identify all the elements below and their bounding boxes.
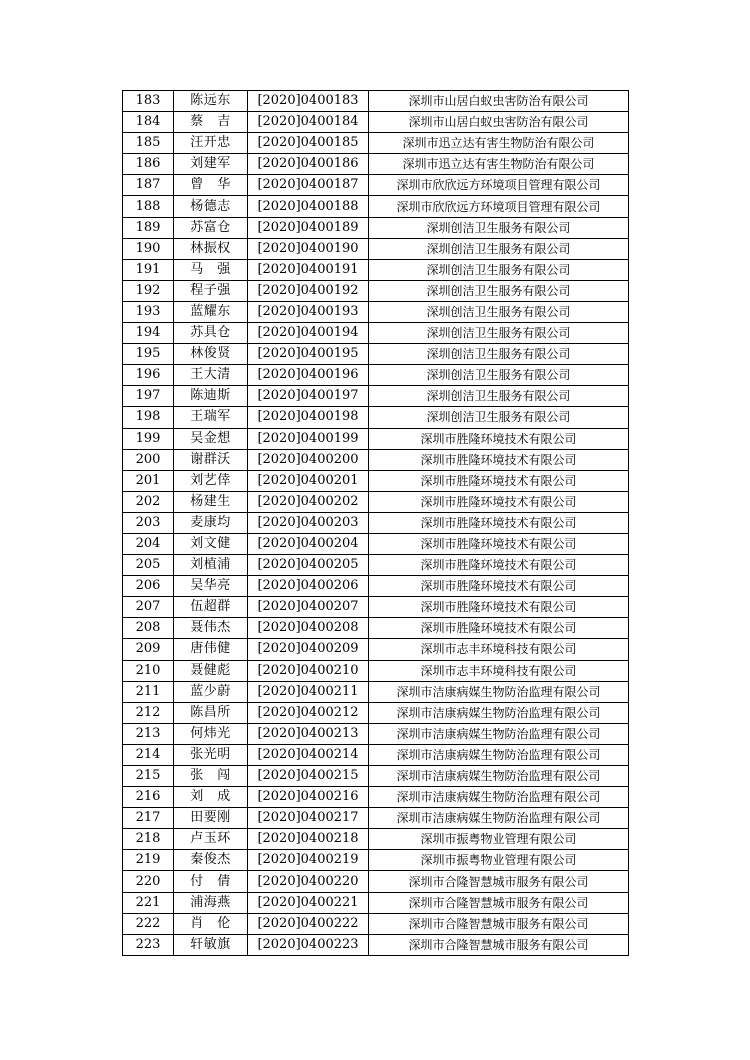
row-number-cell: 207 <box>123 597 174 618</box>
person-name-cell: 蔡 吉 <box>174 112 248 133</box>
table-row <box>123 512 629 533</box>
row-number-cell: 210 <box>123 660 174 681</box>
person-name-cell: 唐伟健 <box>174 639 248 660</box>
person-name-cell: 陈远东 <box>174 91 248 112</box>
company-name-cell: 深圳市胜隆环境技术有限公司 <box>369 576 629 597</box>
table-row <box>123 660 629 681</box>
certificate-number-cell: [2020]0400212 <box>248 702 369 723</box>
certificate-number-cell: [2020]0400223 <box>248 934 369 955</box>
row-number-cell: 193 <box>123 301 174 322</box>
certificate-number-cell: [2020]0400204 <box>248 533 369 554</box>
company-name-cell: 深圳市振粤物业管理有限公司 <box>369 829 629 850</box>
table-row <box>123 175 629 196</box>
row-number-cell: 202 <box>123 491 174 512</box>
certificate-number-cell: [2020]0400211 <box>248 681 369 702</box>
table-row <box>123 491 629 512</box>
company-name-cell: 深圳创洁卫生服务有限公司 <box>369 407 629 428</box>
certificate-number-cell: [2020]0400183 <box>248 91 369 112</box>
certificate-number-cell: [2020]0400218 <box>248 829 369 850</box>
certificate-number-cell: [2020]0400214 <box>248 744 369 765</box>
table-row <box>123 449 629 470</box>
person-name-cell: 何炜光 <box>174 723 248 744</box>
row-number-cell: 205 <box>123 555 174 576</box>
certificate-number-cell: [2020]0400215 <box>248 766 369 787</box>
row-number-cell: 196 <box>123 365 174 386</box>
certificate-number-cell: [2020]0400192 <box>248 280 369 301</box>
certificate-number-cell: [2020]0400190 <box>248 238 369 259</box>
company-name-cell: 深圳市胜隆环境技术有限公司 <box>369 512 629 533</box>
table-row <box>123 787 629 808</box>
person-name-cell: 苏具仓 <box>174 323 248 344</box>
row-number-cell: 185 <box>123 133 174 154</box>
company-name-cell: 深圳创洁卫生服务有限公司 <box>369 301 629 322</box>
row-number-cell: 223 <box>123 934 174 955</box>
row-number-cell: 186 <box>123 154 174 175</box>
certificate-number-cell: [2020]0400207 <box>248 597 369 618</box>
table-row <box>123 618 629 639</box>
person-name-cell: 麦康均 <box>174 512 248 533</box>
company-name-cell: 深圳市洁康病媒生物防治监理有限公司 <box>369 808 629 829</box>
company-name-cell: 深圳市迅立达有害生物防治有限公司 <box>369 133 629 154</box>
table-row <box>123 808 629 829</box>
row-number-cell: 222 <box>123 913 174 934</box>
person-name-cell: 林振权 <box>174 238 248 259</box>
company-name-cell: 深圳创洁卫生服务有限公司 <box>369 365 629 386</box>
table-row <box>123 892 629 913</box>
company-name-cell: 深圳创洁卫生服务有限公司 <box>369 259 629 280</box>
row-number-cell: 213 <box>123 723 174 744</box>
company-name-cell: 深圳创洁卫生服务有限公司 <box>369 217 629 238</box>
company-name-cell: 深圳市欣欣远方环境项目管理有限公司 <box>369 175 629 196</box>
person-name-cell: 杨德志 <box>174 196 248 217</box>
row-number-cell: 197 <box>123 386 174 407</box>
row-number-cell: 211 <box>123 681 174 702</box>
table-row <box>123 344 629 365</box>
row-number-cell: 195 <box>123 344 174 365</box>
row-number-cell: 208 <box>123 618 174 639</box>
certificate-number-cell: [2020]0400205 <box>248 555 369 576</box>
company-name-cell: 深圳市合隆智慧城市服务有限公司 <box>369 934 629 955</box>
company-name-cell: 深圳市合隆智慧城市服务有限公司 <box>369 871 629 892</box>
person-name-cell: 吴华亮 <box>174 576 248 597</box>
certificate-number-cell: [2020]0400217 <box>248 808 369 829</box>
certificate-number-cell: [2020]0400203 <box>248 512 369 533</box>
certificate-number-cell: [2020]0400189 <box>248 217 369 238</box>
table-row <box>123 112 629 133</box>
person-name-cell: 刘 成 <box>174 787 248 808</box>
company-name-cell: 深圳市山居白蚁虫害防治有限公司 <box>369 91 629 112</box>
certificate-number-cell: [2020]0400206 <box>248 576 369 597</box>
company-name-cell: 深圳市志丰环境科技有限公司 <box>369 639 629 660</box>
row-number-cell: 221 <box>123 892 174 913</box>
table-row <box>123 871 629 892</box>
certificate-number-cell: [2020]0400216 <box>248 787 369 808</box>
row-number-cell: 187 <box>123 175 174 196</box>
person-name-cell: 伍超群 <box>174 597 248 618</box>
certificate-number-cell: [2020]0400185 <box>248 133 369 154</box>
table-row <box>123 829 629 850</box>
row-number-cell: 191 <box>123 259 174 280</box>
company-name-cell: 深圳市胜隆环境技术有限公司 <box>369 491 629 512</box>
person-name-cell: 刘艺倖 <box>174 470 248 491</box>
row-number-cell: 218 <box>123 829 174 850</box>
company-name-cell: 深圳创洁卫生服务有限公司 <box>369 344 629 365</box>
row-number-cell: 206 <box>123 576 174 597</box>
certificate-number-cell: [2020]0400184 <box>248 112 369 133</box>
company-name-cell: 深圳市胜隆环境技术有限公司 <box>369 470 629 491</box>
person-name-cell: 王瑞军 <box>174 407 248 428</box>
table-row <box>123 723 629 744</box>
company-name-cell: 深圳市志丰环境科技有限公司 <box>369 660 629 681</box>
certificate-number-cell: [2020]0400198 <box>248 407 369 428</box>
person-name-cell: 谢群沃 <box>174 449 248 470</box>
row-number-cell: 200 <box>123 449 174 470</box>
company-name-cell: 深圳创洁卫生服务有限公司 <box>369 386 629 407</box>
table-row <box>123 744 629 765</box>
person-name-cell: 苏富仓 <box>174 217 248 238</box>
table-row <box>123 280 629 301</box>
certificate-number-cell: [2020]0400186 <box>248 154 369 175</box>
company-name-cell: 深圳市合隆智慧城市服务有限公司 <box>369 913 629 934</box>
company-name-cell: 深圳市胜隆环境技术有限公司 <box>369 449 629 470</box>
table-row <box>123 681 629 702</box>
company-name-cell: 深圳市合隆智慧城市服务有限公司 <box>369 892 629 913</box>
person-name-cell: 蓝耀东 <box>174 301 248 322</box>
table-row <box>123 576 629 597</box>
company-name-cell: 深圳市胜隆环境技术有限公司 <box>369 428 629 449</box>
certificate-number-cell: [2020]0400213 <box>248 723 369 744</box>
row-number-cell: 216 <box>123 787 174 808</box>
company-name-cell: 深圳市洁康病媒生物防治监理有限公司 <box>369 766 629 787</box>
table-row <box>123 259 629 280</box>
table-row <box>123 702 629 723</box>
certificate-number-cell: [2020]0400208 <box>248 618 369 639</box>
table-row <box>123 470 629 491</box>
row-number-cell: 201 <box>123 470 174 491</box>
company-name-cell: 深圳市欣欣远方环境项目管理有限公司 <box>369 196 629 217</box>
certificate-number-cell: [2020]0400193 <box>248 301 369 322</box>
row-number-cell: 198 <box>123 407 174 428</box>
company-name-cell: 深圳市胜隆环境技术有限公司 <box>369 533 629 554</box>
certificate-table-body <box>123 91 629 956</box>
person-name-cell: 程子强 <box>174 280 248 301</box>
table-row <box>123 301 629 322</box>
company-name-cell: 深圳创洁卫生服务有限公司 <box>369 280 629 301</box>
company-name-cell: 深圳市迅立达有害生物防治有限公司 <box>369 154 629 175</box>
table-row <box>123 365 629 386</box>
person-name-cell: 卢玉环 <box>174 829 248 850</box>
company-name-cell: 深圳创洁卫生服务有限公司 <box>369 238 629 259</box>
table-row <box>123 533 629 554</box>
certificate-table <box>122 90 629 956</box>
row-number-cell: 219 <box>123 850 174 871</box>
row-number-cell: 217 <box>123 808 174 829</box>
person-name-cell: 刘建军 <box>174 154 248 175</box>
person-name-cell: 刘文健 <box>174 533 248 554</box>
person-name-cell: 陈迪斯 <box>174 386 248 407</box>
person-name-cell: 张 闯 <box>174 766 248 787</box>
certificate-number-cell: [2020]0400195 <box>248 344 369 365</box>
certificate-number-cell: [2020]0400202 <box>248 491 369 512</box>
company-name-cell: 深圳市洁康病媒生物防治监理有限公司 <box>369 702 629 723</box>
company-name-cell: 深圳市胜隆环境技术有限公司 <box>369 618 629 639</box>
company-name-cell: 深圳市胜隆环境技术有限公司 <box>369 555 629 576</box>
row-number-cell: 220 <box>123 871 174 892</box>
person-name-cell: 陈昌所 <box>174 702 248 723</box>
certificate-number-cell: [2020]0400196 <box>248 365 369 386</box>
table-row <box>123 323 629 344</box>
row-number-cell: 192 <box>123 280 174 301</box>
table-row <box>123 238 629 259</box>
company-name-cell: 深圳市洁康病媒生物防治监理有限公司 <box>369 787 629 808</box>
certificate-number-cell: [2020]0400219 <box>248 850 369 871</box>
person-name-cell: 汪开忠 <box>174 133 248 154</box>
person-name-cell: 曾 华 <box>174 175 248 196</box>
table-row <box>123 133 629 154</box>
table-row <box>123 196 629 217</box>
table-row <box>123 407 629 428</box>
row-number-cell: 183 <box>123 91 174 112</box>
row-number-cell: 203 <box>123 512 174 533</box>
certificate-number-cell: [2020]0400201 <box>248 470 369 491</box>
company-name-cell: 深圳市胜隆环境技术有限公司 <box>369 597 629 618</box>
person-name-cell: 吴金想 <box>174 428 248 449</box>
row-number-cell: 214 <box>123 744 174 765</box>
person-name-cell: 林俊贤 <box>174 344 248 365</box>
certificate-number-cell: [2020]0400221 <box>248 892 369 913</box>
person-name-cell: 马 强 <box>174 259 248 280</box>
certificate-number-cell: [2020]0400197 <box>248 386 369 407</box>
table-row <box>123 850 629 871</box>
table-row <box>123 428 629 449</box>
person-name-cell: 付 倩 <box>174 871 248 892</box>
table-row <box>123 913 629 934</box>
row-number-cell: 184 <box>123 112 174 133</box>
row-number-cell: 189 <box>123 217 174 238</box>
certificate-number-cell: [2020]0400200 <box>248 449 369 470</box>
row-number-cell: 190 <box>123 238 174 259</box>
certificate-number-cell: [2020]0400191 <box>248 259 369 280</box>
row-number-cell: 209 <box>123 639 174 660</box>
person-name-cell: 张光明 <box>174 744 248 765</box>
person-name-cell: 田要刚 <box>174 808 248 829</box>
company-name-cell: 深圳市振粤物业管理有限公司 <box>369 850 629 871</box>
person-name-cell: 轩敏旗 <box>174 934 248 955</box>
table-row <box>123 154 629 175</box>
table-row <box>123 597 629 618</box>
person-name-cell: 王大清 <box>174 365 248 386</box>
certificate-number-cell: [2020]0400222 <box>248 913 369 934</box>
certificate-number-cell: [2020]0400194 <box>248 323 369 344</box>
row-number-cell: 212 <box>123 702 174 723</box>
company-name-cell: 深圳市洁康病媒生物防治监理有限公司 <box>369 723 629 744</box>
company-name-cell: 深圳市洁康病媒生物防治监理有限公司 <box>369 681 629 702</box>
row-number-cell: 194 <box>123 323 174 344</box>
table-row <box>123 766 629 787</box>
table-row <box>123 639 629 660</box>
row-number-cell: 188 <box>123 196 174 217</box>
certificate-number-cell: [2020]0400220 <box>248 871 369 892</box>
table-row <box>123 386 629 407</box>
company-name-cell: 深圳市山居白蚁虫害防治有限公司 <box>369 112 629 133</box>
row-number-cell: 199 <box>123 428 174 449</box>
certificate-number-cell: [2020]0400199 <box>248 428 369 449</box>
table-row <box>123 555 629 576</box>
row-number-cell: 204 <box>123 533 174 554</box>
company-name-cell: 深圳创洁卫生服务有限公司 <box>369 323 629 344</box>
person-name-cell: 聂伟杰 <box>174 618 248 639</box>
certificate-number-cell: [2020]0400209 <box>248 639 369 660</box>
person-name-cell: 肖 伦 <box>174 913 248 934</box>
person-name-cell: 浦海燕 <box>174 892 248 913</box>
person-name-cell: 聂健彪 <box>174 660 248 681</box>
person-name-cell: 刘植浦 <box>174 555 248 576</box>
person-name-cell: 杨建生 <box>174 491 248 512</box>
row-number-cell: 215 <box>123 766 174 787</box>
table-row <box>123 91 629 112</box>
certificate-number-cell: [2020]0400187 <box>248 175 369 196</box>
table-row <box>123 217 629 238</box>
person-name-cell: 秦俊杰 <box>174 850 248 871</box>
table-row <box>123 934 629 955</box>
certificate-number-cell: [2020]0400188 <box>248 196 369 217</box>
person-name-cell: 蓝少蔚 <box>174 681 248 702</box>
company-name-cell: 深圳市洁康病媒生物防治监理有限公司 <box>369 744 629 765</box>
certificate-number-cell: [2020]0400210 <box>248 660 369 681</box>
